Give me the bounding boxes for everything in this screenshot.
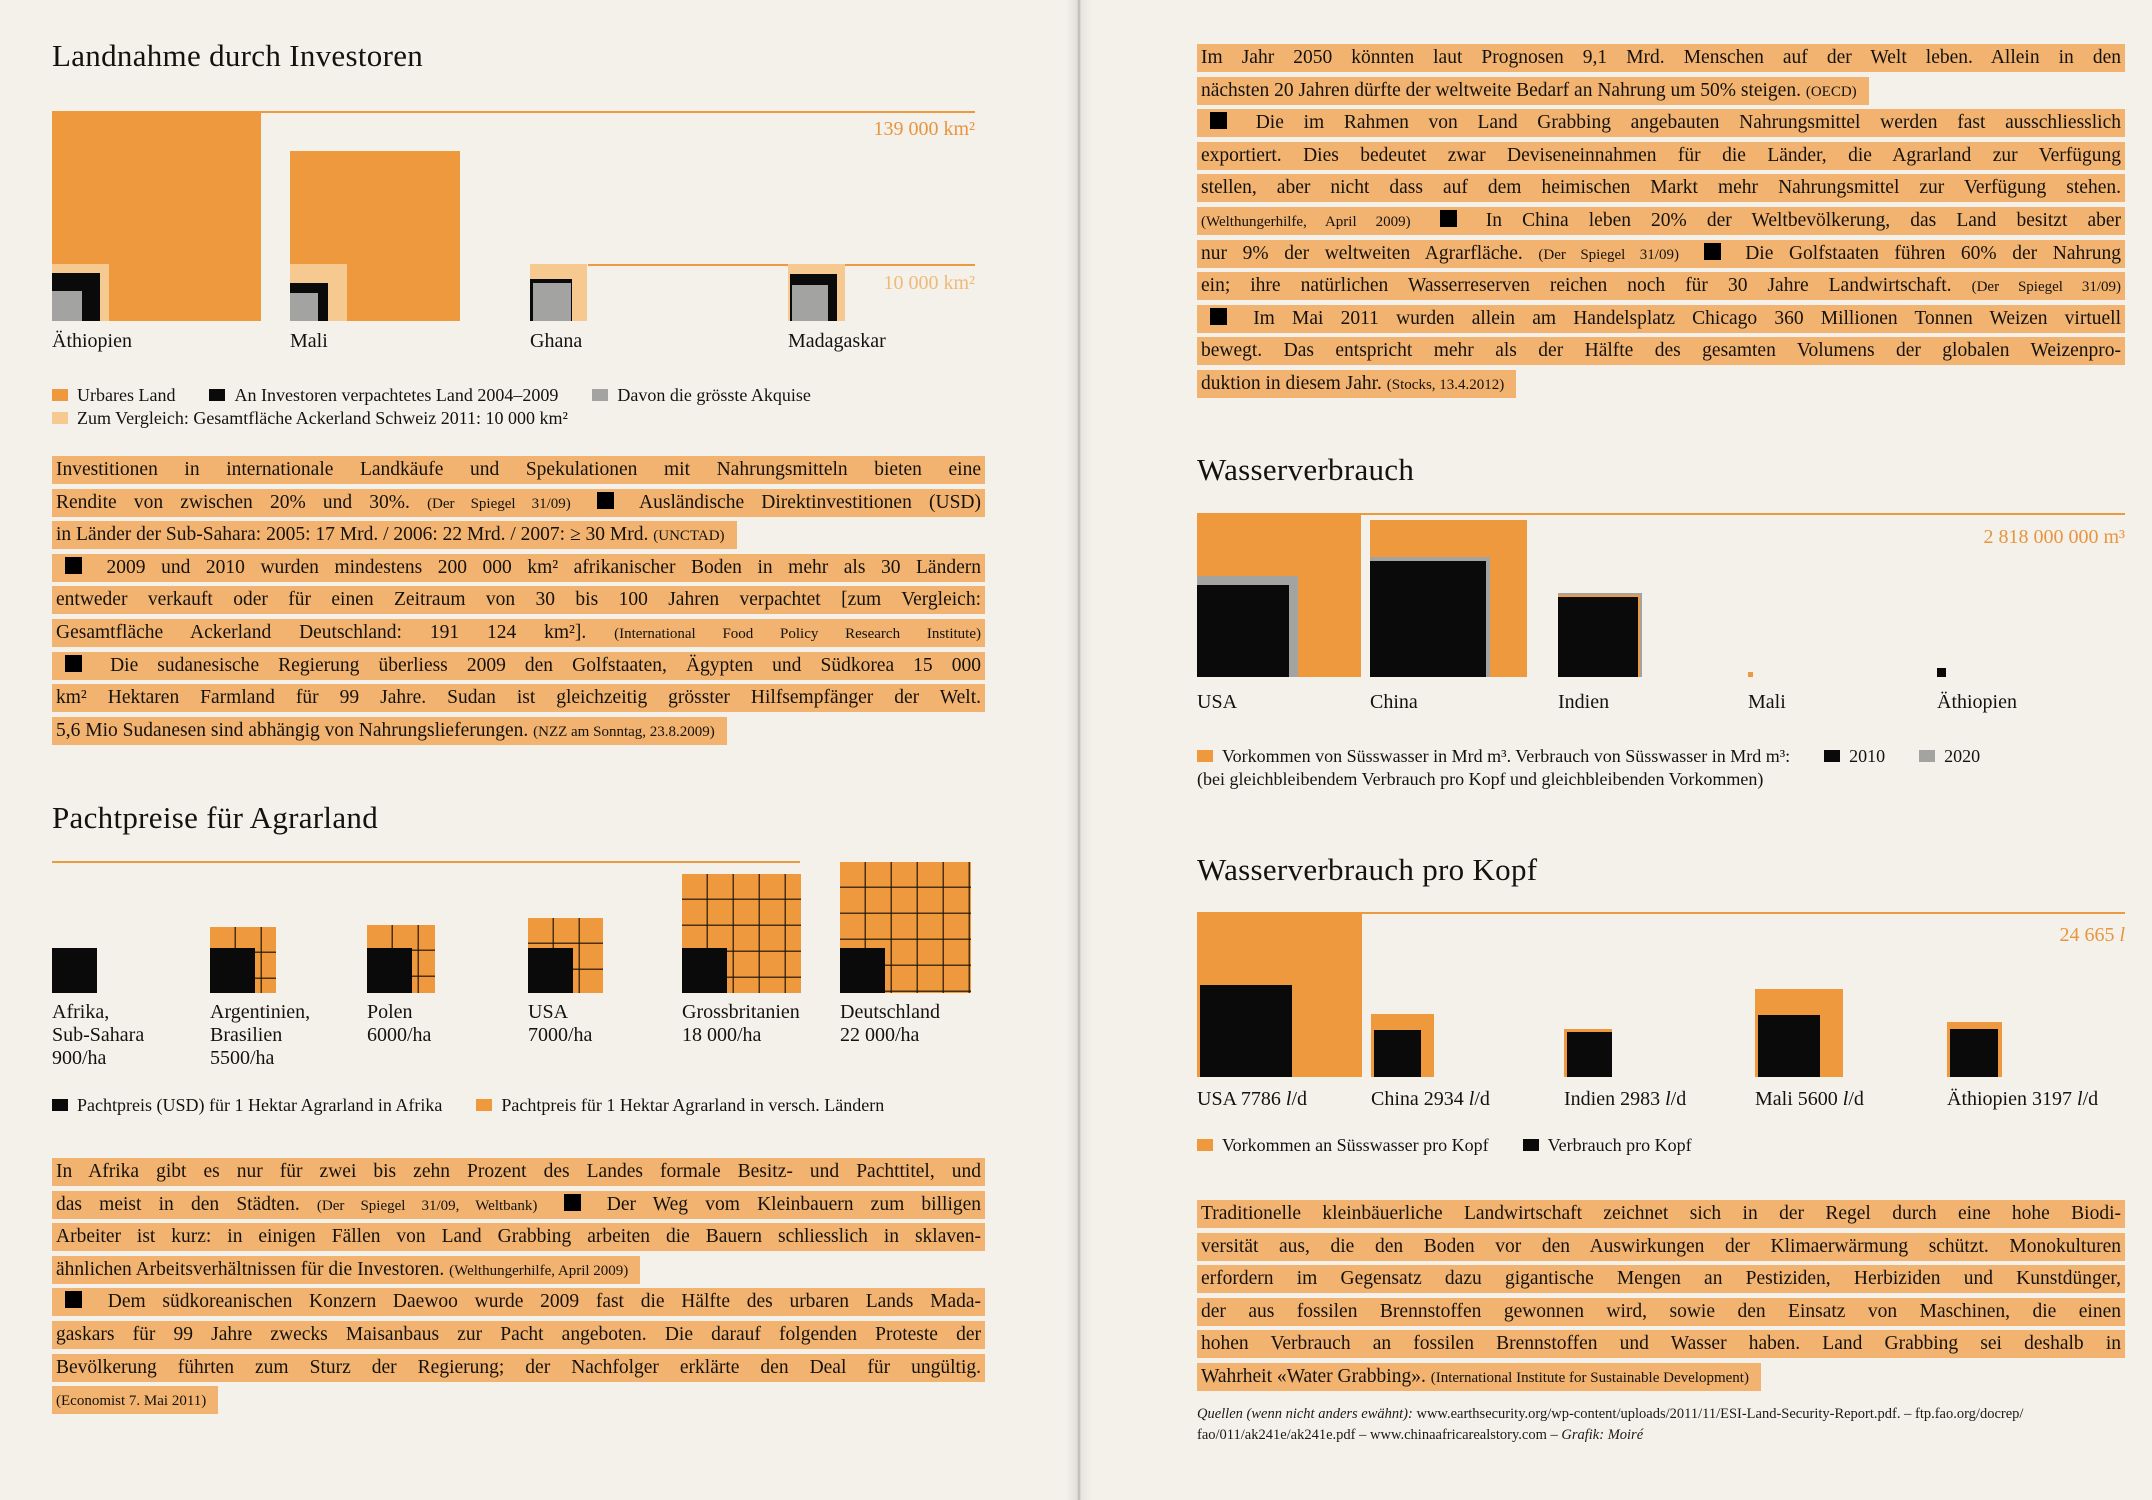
landnahme-label-Äthiopien: Äthiopien [52, 330, 132, 352]
left-block2 [52, 1158, 985, 1419]
water-pc-legend-swatch-o [1197, 1139, 1213, 1151]
right-block2-text: hohen Verbrauch an fossilen Brennstoffen und Wasser haben. Land Grabbing sei deshalb in [1201, 1333, 2121, 1355]
right-block2-text: der aus fossilen Brennstoffen gewonnen wird, sowie den Einsatz von Maschinen, die einen [1201, 1300, 2121, 1322]
landnahme-10000-rule [588, 264, 975, 266]
water-legend-note: (bei gleichbleibendem Verbrauch pro Kopf und gleichbleibenden Vorkommen) [1197, 769, 1764, 789]
landnahme-legend-swatch-k [209, 389, 225, 401]
water-pc-label: USA 7786 l/d [1197, 1088, 1308, 1110]
left-block1-bullet-icon [597, 492, 614, 509]
water-legend-swatch-k [1824, 750, 1840, 762]
water-pc-square-k-China 2934 [1374, 1030, 1421, 1077]
pacht-label: Deutschland [840, 1001, 940, 1023]
right-block2-text: Wahrheit «Water Grabbing». [1201, 1365, 1426, 1387]
right-block2-line-6 [1197, 1363, 1761, 1391]
sources-line-1 [1197, 1404, 2023, 1425]
landnahme-legend-swatch-p [52, 412, 68, 424]
left-block2-line-6 [52, 1321, 985, 1349]
left-block1-bullet-icon [65, 655, 82, 672]
left-block1-text: in Länder der Sub-Sahara: 2005: 17 Mrd. / 2006: 22 Mrd. / 2007: ≥ 30 Mrd. [56, 524, 649, 546]
landnahme-label-Mali: Mali [290, 330, 328, 352]
left-block2-text: In Afrika gibt es nur für zwei bis zehn Prozent des Landes formale Besitz- und Pachttitel, und [56, 1161, 981, 1182]
water-legend-swatch-o [1197, 750, 1213, 762]
water-label-USA: USA [1197, 691, 1238, 713]
right-block1-line-6 [1197, 207, 2125, 235]
water-pc-label: Äthiopien 3197 l/d [1947, 1088, 2099, 1110]
right-block1-text: nächsten 20 Jahren dürfte der weltweite Bedarf an Nahrung um 50% steigen. [1201, 79, 1801, 101]
pacht-label: 7000/ha [528, 1024, 593, 1046]
landnahme-square-g-Äthiopien [52, 291, 82, 321]
water-square-o-Mali [1748, 672, 1753, 677]
water-max-label: 2 818 000 000 m³ [1983, 526, 2125, 548]
water-legend-swatch-g [1919, 750, 1935, 762]
water-pc-legend-swatch-k [1523, 1139, 1539, 1151]
pacht-legend-swatch-k [52, 1099, 68, 1111]
landnahme-square-g-Madagaskar [792, 285, 828, 321]
left-block1-text: Rendite von zwischen 20% und 30%. [56, 491, 410, 513]
right-block1-text: duktion in diesem Jahr. [1201, 372, 1382, 394]
right-block1-line-9 [1197, 305, 2125, 333]
left-block2-text: gaskars für 99 Jahre zwecks Maisanbaus zur Pacht angeboten. Die darauf folgenden Proteste der [56, 1323, 981, 1345]
section-title-wasserverbrauch: Wasserverbrauch [1197, 452, 1415, 487]
water-pc-legend-item: Verbrauch pro Kopf [1523, 1134, 1692, 1156]
left-block2-line-8 [52, 1386, 218, 1414]
pacht-black-Polen [367, 948, 412, 993]
pacht-label: Afrika, [52, 1001, 110, 1023]
landnahme-label-Ghana: Ghana [530, 330, 583, 352]
left-block1-text: Investitionen in internationale Landkäufe und Spekulationen mit Nahrungsmitteln bieten eine [56, 459, 981, 480]
right-block1-line-3 [1197, 109, 2125, 137]
left-block2-text: Arbeiter ist kurz: in einigen Fällen von Land Grabbing arbeiten die Bauern schliesslich in sklaven- [56, 1226, 981, 1248]
left-block2-text: Der Weg vom Kleinbauern zum billigen [606, 1193, 982, 1215]
left-block2-text: ähnlichen Arbeitsverhältnissen für die Investoren. [56, 1258, 445, 1280]
page-gutter-divider [1066, 0, 1092, 1500]
pacht-label: Argentinien, [210, 1001, 311, 1023]
left-block1-text: Ausländische Direktinvestitionen (USD) [639, 491, 981, 513]
pacht-legend-swatch-o [476, 1099, 492, 1111]
pacht-label: 900/ha [52, 1047, 107, 1069]
landnahme-legend-item: An Investoren verpachtetes Land 2004–2009 [209, 384, 558, 406]
sources-text: Grafik: Moiré [1561, 1426, 1644, 1443]
left-block1-line-1 [52, 456, 985, 484]
water-square-k-Äthiopien [1937, 668, 1946, 677]
left-block1-line-4 [52, 554, 985, 582]
pacht-label: 22 000/ha [840, 1024, 920, 1046]
landnahme-legend-row-1 [52, 407, 602, 429]
pacht-legend-row-0 [52, 1094, 918, 1116]
pacht-legend-item: Pachtpreis für 1 Hektar Agrarland in versch. Ländern [476, 1094, 884, 1116]
right-block1-line-1 [1197, 44, 2125, 72]
right-block1-text: Im Mai 2011 wurden allein am Handelsplatz Chicago 360 Millionen Tonnen Weizen virtuell [1253, 307, 2121, 329]
water-pc-square-k-Indien 2983 [1567, 1032, 1612, 1077]
water-square-k-Indien [1558, 597, 1638, 677]
left-block1-citation: (UNCTAD) [653, 528, 725, 545]
water-pc-square-k-Äthiopien 3197 [1950, 1029, 1998, 1077]
right-block2-line-4 [1197, 1298, 2125, 1326]
right-block2-line-1 [1197, 1200, 2125, 1228]
right-block1-citation: (Welthungerhilfe, April 2009) [1201, 213, 1411, 230]
right-block1-line-2 [1197, 77, 1869, 105]
right-block1-bullet-icon [1210, 308, 1227, 325]
water-square-k-China [1370, 561, 1486, 677]
right-block1-text: ein; ihre natürlichen Wasserreserven reichen noch für 30 Jahre Landwirtschaft. [1201, 275, 1952, 297]
section-title-landnahme: Landnahme durch Investoren [52, 38, 424, 73]
right-block2-line-3 [1197, 1265, 2125, 1293]
sources-text: fao/011/ak241e/ak241e.pdf – www.chinaafricarealstory.com – [1197, 1426, 1562, 1443]
landnahme-legend-item: Urbares Land [52, 384, 175, 406]
left-block2-line-5 [52, 1288, 985, 1316]
water-legend-row-0 [1197, 745, 2014, 767]
water-pc-legend-item: Vorkommen an Süsswasser pro Kopf [1197, 1134, 1489, 1156]
right-block1-bullet-icon [1210, 112, 1227, 129]
left-block1 [52, 456, 985, 749]
pacht-legend-item: Pachtpreis (USD) für 1 Hektar Agrarland in Afrika [52, 1094, 442, 1116]
right-block2-text: versität aus, die den Boden vor den Auswirkungen der Klimaerwärmung schützt. Monokulturen [1201, 1235, 2121, 1257]
right-block1-text: Die Golfstaaten führen 60% der Nahrung [1745, 242, 2122, 264]
water-label-China: China [1370, 691, 1418, 713]
right-block1-citation: (Der Spiegel 31/09) [1538, 246, 1679, 263]
water-legend-item: Vorkommen von Süsswasser in Mrd m³. Verbrauch von Süsswasser in Mrd m³: [1197, 745, 1790, 767]
left-block1-bullet-icon [65, 557, 82, 574]
landnahme-legend-item: Zum Vergleich: Gesamtfläche Ackerland Schweiz 2011: 10 000 km² [52, 407, 568, 429]
pacht-label: Grossbritanien [682, 1001, 800, 1023]
left-block1-line-2 [52, 489, 985, 517]
right-block2-text: Traditionelle kleinbäuerliche Landwirtschaft zeichnet sich in der Regel durch eine hohe Biodi- [1201, 1203, 2121, 1224]
left-block2-bullet-icon [65, 1291, 82, 1308]
pacht-label: USA [528, 1001, 569, 1023]
water-pc-square-k-USA 7786 [1200, 985, 1292, 1077]
landnahme-square-g-Mali [290, 293, 318, 321]
water-pc-label: China 2934 l/d [1371, 1088, 1490, 1110]
left-block1-text: Gesamtfläche Ackerland Deutschland: 191 124 km²]. [56, 621, 587, 643]
pacht-label: 5500/ha [210, 1047, 275, 1069]
landnahme-139000-label: 139 000 km² [873, 118, 975, 140]
sources-line-2 [1197, 1425, 1643, 1446]
left-block1-line-7 [52, 652, 985, 680]
sources-text: Quellen (wenn nicht anders ewähnt): [1197, 1406, 1417, 1422]
water-label-Indien: Indien [1558, 691, 1610, 713]
pacht-label: Polen [367, 1001, 413, 1023]
pacht-black-Argentinien, [210, 948, 255, 993]
right-block1-line-11 [1197, 370, 1516, 398]
right-block2-line-2 [1197, 1233, 2125, 1261]
right-block1-line-4 [1197, 142, 2125, 170]
right-block2-citation: (International Institute for Sustainable Development) [1430, 1369, 1749, 1386]
left-block2-citation: (Welthungerhilfe, April 2009) [449, 1262, 629, 1279]
right-block1-text: In China leben 20% der Weltbevölkerung, das Land besitzt aber [1485, 209, 2122, 231]
right-block1-text: Die im Rahmen von Land Grabbing angebauten Nahrungsmittel werden fast ausschliesslich [1255, 112, 2122, 134]
water-label-Mali: Mali [1748, 691, 1786, 713]
left-block2-line-3 [52, 1223, 985, 1251]
right-block1-text: nur 9% der weltweiten Agrarfläche. [1201, 242, 1523, 264]
left-block2-line-4 [52, 1256, 640, 1284]
section-title-pachtpreise: Pachtpreise für Agrarland [52, 800, 378, 835]
left-block1-line-3 [52, 521, 737, 549]
left-block2-citation: (Der Spiegel 31/09, Weltbank) [316, 1197, 538, 1214]
right-block1-citation: (Stocks, 13.4.2012) [1386, 376, 1505, 393]
left-block2-citation: (Economist 7. Mai 2011) [56, 1393, 207, 1410]
landnahme-legend-row-0 [52, 384, 845, 406]
pacht-label: Sub-Sahara [52, 1024, 145, 1046]
right-block2 [1197, 1200, 2125, 1396]
landnahme-legend-item: Davon die grösste Akquise [592, 384, 810, 406]
left-block1-text: km² Hektaren Farmland für 99 Jahre. Sudan ist gleichzeitig grösster Hilfsempfänger der Welt. [56, 687, 981, 709]
left-block1-line-8 [52, 684, 985, 712]
right-block1-text: bewegt. Das entspricht mehr als der Hälfte des gesamten Volumens der globalen Weizenpro- [1201, 340, 2121, 362]
right-block1-line-7 [1197, 240, 2125, 268]
water-label-Äthiopien: Äthiopien [1937, 691, 2017, 713]
left-block1-citation: (International Food Policy Research Institute) [614, 625, 981, 642]
landnahme-10000-label: 10 000 km² [883, 272, 975, 294]
right-block1-bullet-icon [1704, 243, 1721, 260]
left-block2-bullet-icon [564, 1194, 581, 1211]
right-block1-citation: (Der Spiegel 31/09) [1971, 279, 2122, 296]
left-block2-text: das meist in den Städten. [56, 1193, 300, 1215]
right-block1-text: Im Jahr 2050 könnten laut Prognosen 9,1 Mrd. Menschen auf der Welt leben. Allein in den [1201, 47, 2121, 68]
right-block1-text: stellen, aber nicht dass auf dem heimischen Markt mehr Nahrungsmittel zur Verfügung stehen. [1201, 177, 2121, 199]
pacht-rule [52, 861, 800, 863]
left-block1-text: Die sudanesische Regierung überliess 2009 den Golfstaaten, Ägypten und Südkorea 15 000 [110, 654, 981, 676]
left-block1-citation: (Der Spiegel 31/09) [427, 495, 571, 512]
water-pc-label: Indien 2983 l/d [1564, 1088, 1687, 1110]
water-pc-legend-row-0 [1197, 1134, 1726, 1156]
left-block1-text: 2009 und 2010 wurden mindestens 200 000 km² afrikanischer Boden in mehr als 30 Ländern [106, 556, 981, 578]
right-block1-line-5 [1197, 174, 2125, 202]
section-title-wasserverbrauch-pro-kopf: Wasserverbrauch pro Kopf [1197, 852, 1538, 887]
left-block1-text: 5,6 Mio Sudanesen sind abhängig von Nahrungslieferungen. [56, 719, 529, 741]
left-block1-line-9 [52, 717, 727, 745]
left-block2-line-7 [52, 1354, 985, 1382]
right-block1-line-8 [1197, 272, 2125, 300]
pacht-label: 18 000/ha [682, 1024, 762, 1046]
left-block2-line-1 [52, 1158, 985, 1186]
water-square-k-USA [1197, 585, 1289, 677]
right-block2-text: erfordern im Gegensatz dazu gigantische Mengen an Pestiziden, Herbiziden und Kunstdünger, [1201, 1268, 2121, 1290]
water-pc-label: Mali 5600 l/d [1755, 1088, 1864, 1110]
pacht-black-Afrika, [52, 948, 97, 993]
sources-text: www.earthsecurity.org/wp-content/uploads/2011/11/ESI-Land-Security-Report.pdf. – ftp.fao.org/docrep/ [1416, 1406, 2024, 1422]
left-block1-text: entweder verkauft oder für einen Zeitraum von 30 bis 100 Jahren verpachtet [zum Vergleich: [56, 589, 981, 611]
water-legend-item: 2020 [1919, 745, 1980, 767]
pacht-black-Grossbritanien [682, 948, 727, 993]
left-block1-line-6 [52, 619, 985, 647]
left-block2-text: Bevölkerung führten zum Sturz der Regierung; der Nachfolger erklärte den Deal für ungültig. [56, 1356, 981, 1378]
right-block1-citation: (OECD) [1805, 83, 1857, 100]
left-block2-line-2 [52, 1191, 985, 1219]
water-pc-max-label: 24 665 l [2059, 924, 2125, 946]
water-pc-square-k-Mali 5600 [1758, 1015, 1820, 1077]
right-block1-line-10 [1197, 337, 2125, 365]
left-block2-text: Dem südkoreanischen Konzern Daewoo wurde 2009 fast die Hälfte des urbaren Lands Mada- [107, 1291, 981, 1313]
water-legend-item: 2010 [1824, 745, 1885, 767]
pacht-black-USA [528, 948, 573, 993]
landnahme-legend-swatch-g [592, 389, 608, 401]
right-block2-line-5 [1197, 1330, 2125, 1358]
left-block1-citation: (NZZ am Sonntag, 23.8.2009) [533, 723, 715, 740]
landnahme-label-Madagaskar: Madagaskar [788, 330, 886, 352]
left-block1-line-5 [52, 586, 985, 614]
right-block1-text: exportiert. Dies bedeutet zwar Deviseneinnahmen für die Länder, die Agrarland zur Verfügung [1201, 144, 2121, 166]
right-block1-bullet-icon [1440, 210, 1457, 227]
right-block1 [1197, 44, 2125, 403]
pacht-label: Brasilien [210, 1024, 283, 1046]
landnahme-square-g-Ghana [533, 283, 571, 321]
landnahme-legend-swatch-o [52, 389, 68, 401]
pacht-label: 6000/ha [367, 1024, 432, 1046]
pacht-black-Deutschland [840, 948, 885, 993]
